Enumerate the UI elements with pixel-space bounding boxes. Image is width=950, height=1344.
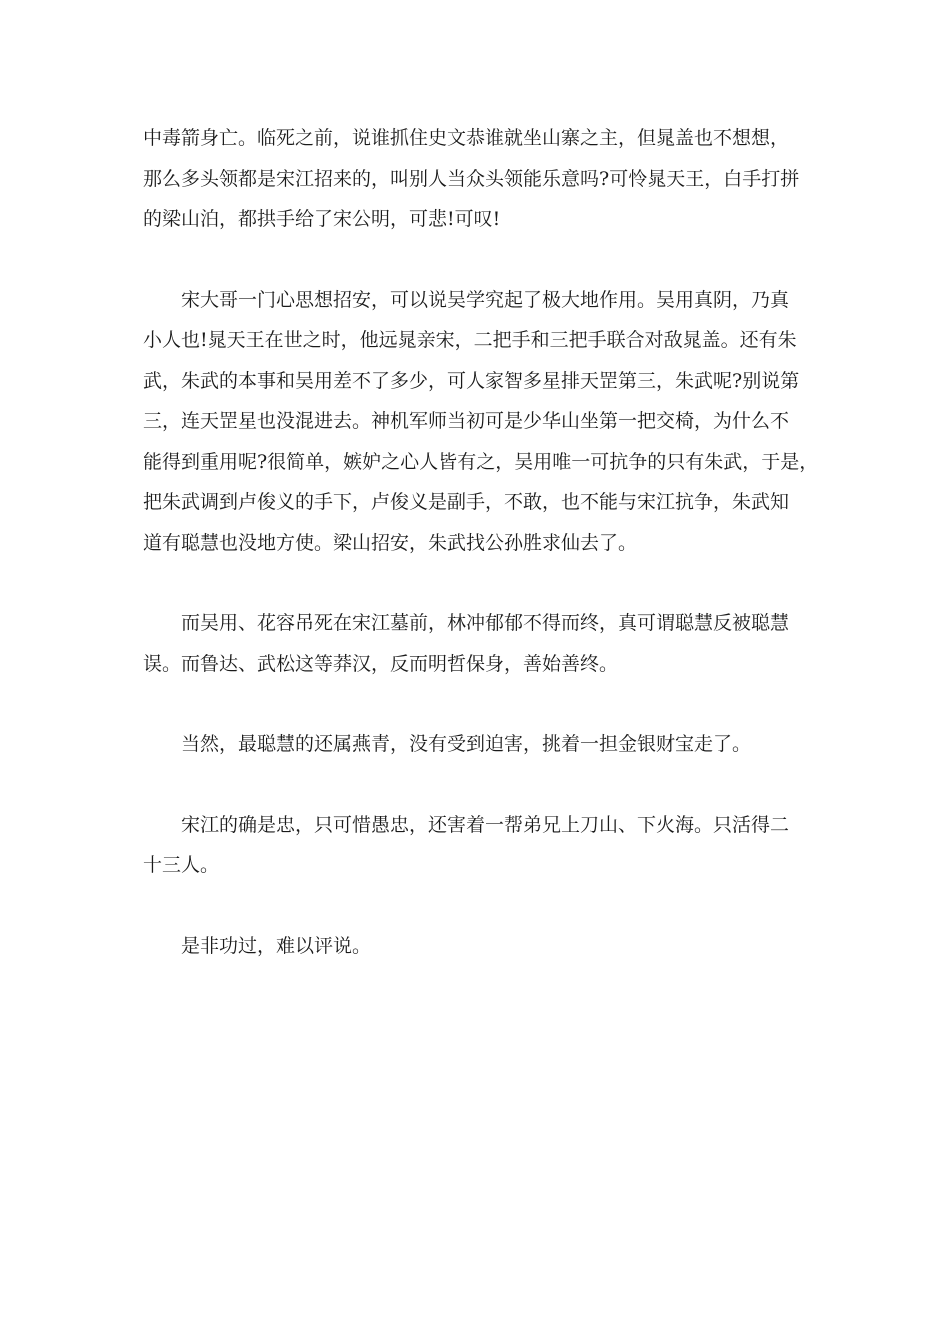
text-line: 武，朱武的本事和吴用差不了多少，可人家智多星排天罡第三，朱武呢?别说第 xyxy=(143,369,800,392)
text-line: 宋江的确是忠，只可惜愚忠，还害着一帮弟兄上刀山、下火海。只活得二 xyxy=(181,813,790,836)
paragraph-4 xyxy=(143,724,808,765)
text-line: 那么多头领都是宋江招来的，叫别人当众头领能乐意吗?可怜晁天王，白手打拼 xyxy=(143,167,800,190)
text-line: 道有聪慧也没地方使。梁山招安，朱武找公孙胜求仙去了。 xyxy=(143,531,638,554)
text-line: 中毒箭身亡。临死之前，说谁抓住史文恭谁就坐山寨之主，但晁盖也不想想， xyxy=(143,127,790,149)
text-line: 的梁山泊，都拱手给了宋公明，可悲!可叹! xyxy=(143,208,501,230)
paragraph-1 xyxy=(143,118,808,240)
text-line: 把朱武调到卢俊义的手下，卢俊义是副手，不敢，也不能与宋江抗争，朱武知 xyxy=(143,491,790,513)
paragraph-6 xyxy=(143,926,808,967)
text-line: 误。而鲁达、武松这等莽汉，反而明哲保身，善始善终。 xyxy=(143,652,619,675)
text-line: 当然，最聪慧的还属燕青，没有受到迫害，挑着一担金银财宝走了。 xyxy=(181,733,752,755)
paragraph-5 xyxy=(143,805,808,886)
text-line: 宋大哥一门心思想招安，可以说吴学究起了极大地作用。吴用真阴，乃真 xyxy=(181,288,790,311)
document-body xyxy=(143,118,819,1006)
text-line: 十三人。 xyxy=(143,854,220,876)
text-line: 三，连天罡星也没混进去。神机军师当初可是少华山坐第一把交椅，为什么不 xyxy=(143,410,790,432)
text-line: 能得到重用呢?很简单，嫉妒之心人皆有之，吴用唯一可抗争的只有朱武，于是， xyxy=(143,450,819,473)
text-line: 是非功过，难以评说。 xyxy=(181,934,372,957)
text-line: 小人也!晁天王在世之时，他远晁亲宋，二把手和三把手联合对敌晁盖。还有朱 xyxy=(143,329,797,351)
paragraph-3 xyxy=(143,603,808,684)
paragraph-2 xyxy=(143,280,819,564)
text-line: 而吴用、花容吊死在宋江墓前，林冲郁郁不得而终，真可谓聪慧反被聪慧 xyxy=(181,612,790,634)
